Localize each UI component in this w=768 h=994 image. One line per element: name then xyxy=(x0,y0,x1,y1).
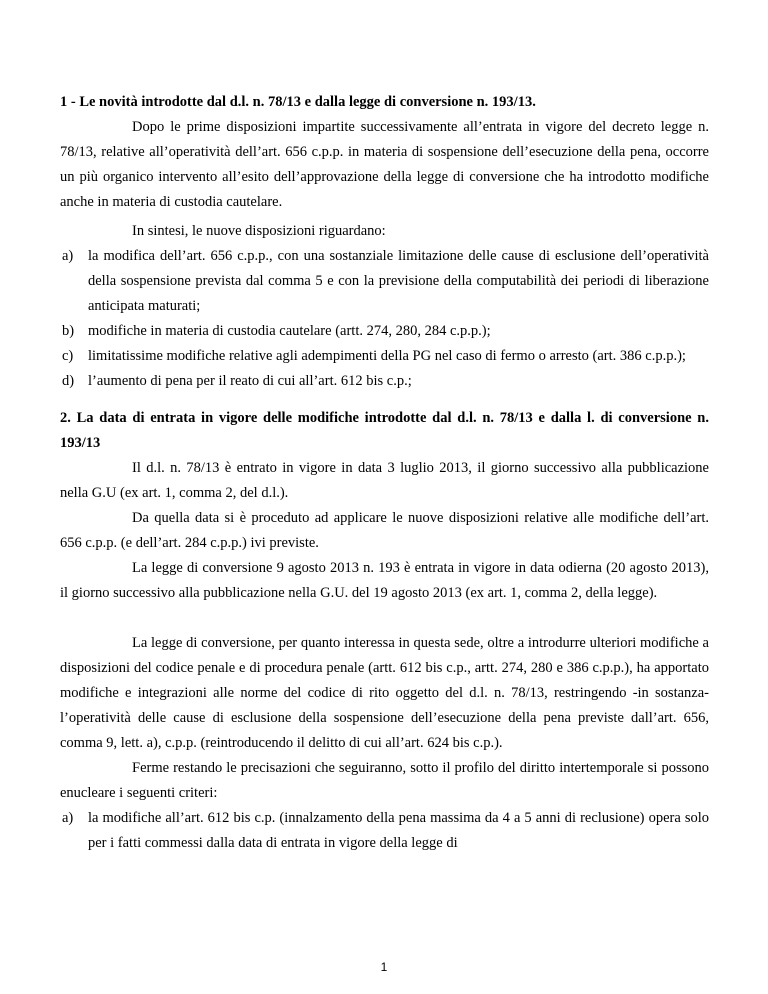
page-number: 1 xyxy=(380,960,388,974)
list-item: c) limitatissime modifiche relative agli adempimenti della PG nel caso di fermo o arresto (art. 386 c.p.p.); xyxy=(62,348,686,364)
section-2-list xyxy=(60,806,709,856)
section-1-paragraph-1: Dopo le prime disposizioni impartite successivamente all’entrata in vigore del decreto legge n. 78/13, relative all’operatività dell’art. 656 c.p.p. in materia di sospensione dell’esecuzione della pena, occorre un più organico intervento all’esito dell’approvazione della legge di conversione che ha introdotto modifiche anche in materia di custodia cautelare. xyxy=(60,119,709,210)
document-body xyxy=(60,90,709,856)
section-1-title: 1 - Le novità introdotte dal d.l. n. 78/13 e dalla legge di conversione n. 193/13. xyxy=(60,94,536,110)
section-2-title: 2. La data di entrata in vigore delle modifiche introdotte dal d.l. n. 78/13 e dalla l. di conversione n. 193/13 xyxy=(60,410,709,451)
section-2-paragraph-1: Il d.l. n. 78/13 è entrato in vigore in data 3 luglio 2013, il giorno successivo alla pubblicazione nella G.U (ex art. 1, comma 2, del d.l.). xyxy=(60,460,709,501)
section-1-paragraph-2: In sintesi, le nuove disposizioni riguardano: xyxy=(132,223,386,239)
section-2-paragraph-2: Da quella data si è proceduto ad applicare le nuove disposizioni relative alle modifiche dell’art. 656 c.p.p. (e dell’art. 284 c.p.p.) ivi previste. xyxy=(60,510,709,551)
list-item: d) l’aumento di pena per il reato di cui all’art. 612 bis c.p.; xyxy=(62,373,412,389)
section-2-paragraph-5: Ferme restando le precisazioni che seguiranno, sotto il profilo del diritto intertemporale si possono enucleare i seguenti criteri: xyxy=(60,760,709,801)
list-item: a) la modifica dell’art. 656 c.p.p., con una sostanziale limitazione delle cause di esclusione dell’operatività della sospensione prevista dal comma 5 e con la previsione della computabilità dei periodi di liberazione anticipata maturati; xyxy=(62,248,709,314)
section-2-paragraph-4: La legge di conversione, per quanto interessa in questa sede, oltre a introdurre ulteriori modifiche a disposizioni del codice penale e di procedura penale (artt. 612 bis c.p., artt. 274, 280 e 386 c.p.p.), ha apportato modifiche e integrazioni alle norme del codice di rito oggetto del d.l. n. 78/13, restringendo -in sostanza- l’operatività delle cause di esclusione della sospensione dell’esecuzione della pena previste dall’art. 656, comma 9, lett. a), c.p.p. (reintroducendo il delitto di cui all’art. 624 bis c.p.). xyxy=(60,635,709,751)
list-item: b) modifiche in materia di custodia cautelare (artt. 274, 280, 284 c.p.p.); xyxy=(62,323,491,339)
section-1-list xyxy=(60,244,709,394)
section-2-paragraph-3: La legge di conversione 9 agosto 2013 n. 193 è entrata in vigore in data odierna (20 agosto 2013), il giorno successivo alla pubblicazione nella G.U. del 19 agosto 2013 (ex art. 1, comma 2, della legge). xyxy=(60,560,709,601)
list-item: a) la modifiche all’art. 612 bis c.p. (innalzamento della pena massima da 4 a 5 anni di reclusione) opera solo per i fatti commessi dalla data di entrata in vigore della legge di xyxy=(62,810,709,851)
